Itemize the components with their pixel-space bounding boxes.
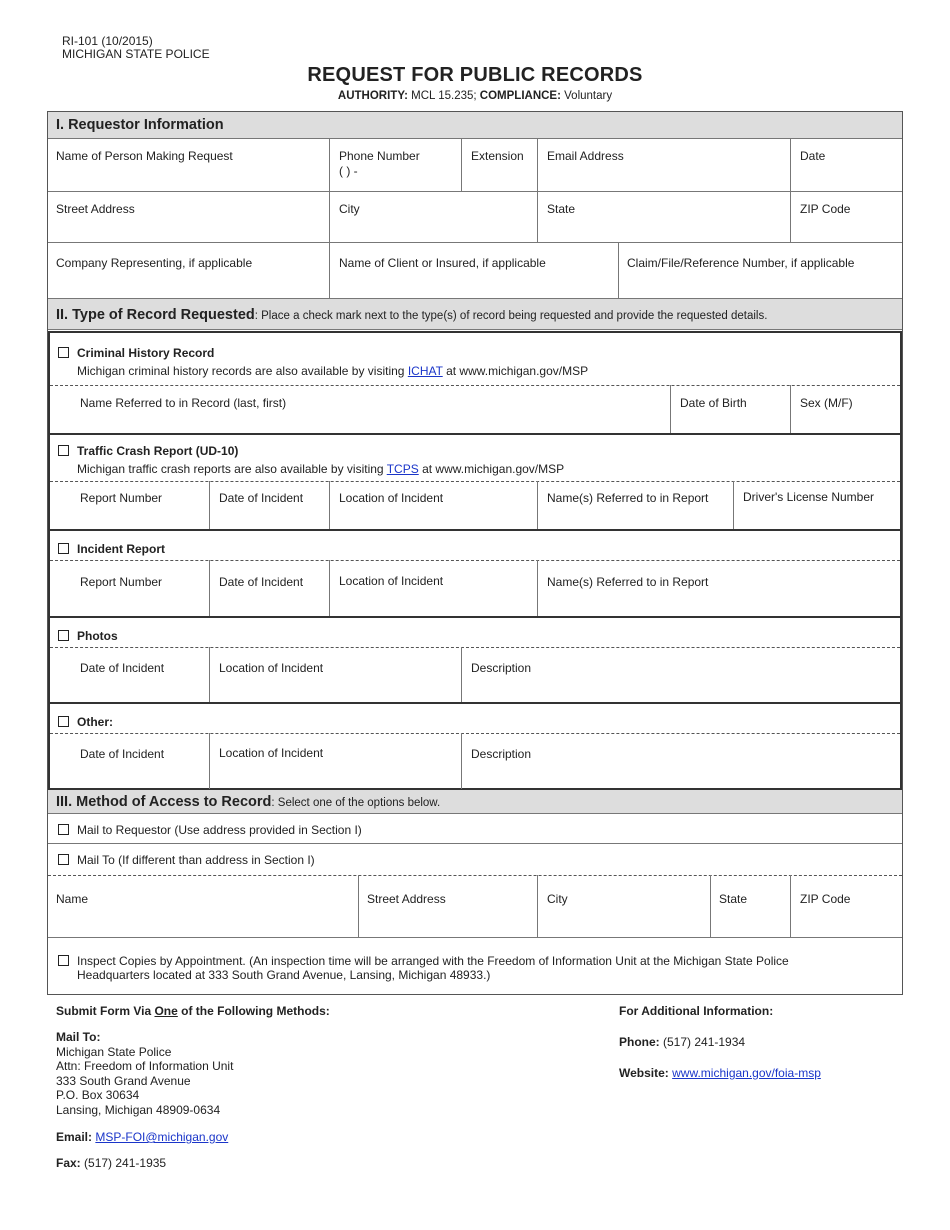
form-header-small [62, 35, 210, 61]
additional-info-heading: For Additional Information: [619, 1004, 774, 1018]
fax-line: Fax: (517) 241-1935 [56, 1156, 167, 1170]
criminal-history-checkbox[interactable] [58, 347, 69, 358]
other-date-field[interactable]: Date of Incident [80, 747, 165, 761]
compliance-value: Voluntary [564, 90, 613, 102]
website-line: Website: www.michigan.gov/foia-msp [619, 1066, 821, 1080]
section1-header [48, 112, 902, 139]
client-field[interactable]: Name of Client or Insured, if applicable [339, 256, 546, 270]
incident-report-checkbox[interactable] [58, 543, 69, 554]
incident-report-option[interactable]: Incident Report [58, 542, 165, 556]
traffic-crash-checkbox[interactable] [58, 445, 69, 456]
section1-title: I. Requestor Information [56, 117, 224, 133]
inspect-copies-option[interactable]: Inspect Copies by Appointment. (An inspection time will be arranged with the Freedom of Information Unit at the Michigan State Police Headquarters located at 333 South Grand Avenue, Lansing, Michigan 48933.) [58, 954, 789, 982]
traffic-location-field[interactable]: Location of Incident [339, 491, 444, 505]
traffic-license-field[interactable]: Driver's License Number [743, 490, 874, 504]
page-title: REQUEST FOR PUBLIC RECORDS [307, 64, 643, 86]
email-link[interactable]: MSP-FOI@michigan.gov [95, 1130, 229, 1144]
mail-to-requestor-option[interactable]: Mail to Requestor (Use address provided in Section I) [58, 823, 362, 837]
mail-state-field[interactable]: State [719, 892, 748, 906]
claim-number-field[interactable]: Claim/File/Reference Number, if applicable [627, 256, 855, 270]
section3-header: III. Method of Access to Record: Select one of the options below. [48, 790, 902, 814]
authority-line [0, 90, 950, 102]
mail-city-field[interactable]: City [547, 892, 568, 906]
mail-address-block: Mail To: Michigan State Police Attn: Freedom of Information Unit 333 South Grand Avenue P.O. Box 30634 Lansing, Michigan 48909-0634 [56, 1030, 234, 1117]
mail-to-other-option[interactable]: Mail To (If different than address in Section I) [58, 853, 315, 867]
traffic-crash-desc: Michigan traffic crash reports are also available by visiting TCPS at www.michigan.gov/MSP [77, 462, 565, 476]
traffic-crash-option[interactable]: Traffic Crash Report (UD-10) [58, 444, 238, 458]
mail-to-requestor-checkbox[interactable] [58, 824, 69, 835]
section2-header: II. Type of Record Requested: Place a check mark next to the type(s) of record being requested and provide the requested details. [48, 298, 902, 330]
photos-date-field[interactable]: Date of Incident [80, 661, 165, 675]
tcps-link[interactable]: TCPS [386, 462, 419, 476]
criminal-name-referred-field[interactable]: Name Referred to in Record (last, first) [80, 396, 287, 410]
mail-name-field[interactable]: Name [56, 892, 89, 906]
criminal-history-desc: Michigan criminal history records are also available by visiting ICHAT at www.michigan.gov/MSP [77, 364, 589, 378]
agency-name: MICHIGAN STATE POLICE [62, 47, 210, 61]
traffic-names-field[interactable]: Name(s) Referred to in Report [547, 491, 709, 505]
incident-location-field[interactable]: Location of Incident [339, 574, 444, 588]
requestor-name-field[interactable]: Name of Person Making Request [56, 149, 233, 163]
photos-description-field[interactable]: Description [471, 661, 532, 675]
other-option[interactable]: Other: [58, 715, 113, 729]
email-line: Email: MSP-FOI@michigan.gov [56, 1130, 229, 1144]
city-field[interactable]: City [339, 202, 360, 216]
state-field[interactable]: State [547, 202, 576, 216]
section3-note: Select one of the options below. [277, 797, 441, 809]
company-field[interactable]: Company Representing, if applicable [56, 256, 253, 270]
criminal-history-option[interactable]: Criminal History Record [58, 346, 214, 360]
criminal-dob-field[interactable]: Date of Birth [680, 396, 747, 410]
other-location-field[interactable]: Location of Incident [219, 746, 324, 760]
mail-to-other-checkbox[interactable] [58, 854, 69, 865]
form-id: RI-101 (10/2015) [62, 34, 153, 48]
mail-street-field[interactable]: Street Address [367, 892, 446, 906]
website-link[interactable]: www.michigan.gov/foia-msp [672, 1066, 821, 1080]
phone-format: ( ) - [339, 164, 358, 178]
date-field[interactable]: Date [800, 149, 826, 163]
email-field[interactable]: Email Address [547, 149, 624, 163]
incident-names-field[interactable]: Name(s) Referred to in Report [547, 575, 709, 589]
traffic-report-number-field[interactable]: Report Number [80, 491, 163, 505]
ichat-link[interactable]: ICHAT [407, 364, 443, 378]
section2-title: II. Type of Record Requested [56, 307, 255, 323]
authority-value: MCL 15.235; [411, 90, 477, 102]
traffic-date-field[interactable]: Date of Incident [219, 491, 304, 505]
compliance-label: COMPLIANCE: [479, 90, 561, 102]
submit-methods-heading: Submit Form Via One of the Following Methods: [56, 1004, 330, 1018]
photos-location-field[interactable]: Location of Incident [219, 661, 324, 675]
other-description-field[interactable]: Description [471, 747, 532, 761]
phone-field[interactable]: Phone Number [339, 149, 420, 163]
section2-note: Place a check mark next to the type(s) of record being requested and provide the requested details. [261, 310, 768, 322]
zip-field[interactable]: ZIP Code [800, 202, 851, 216]
criminal-sex-field[interactable]: Sex (M/F) [800, 396, 853, 410]
mail-to-label: Mail To: [56, 1030, 101, 1044]
extension-field[interactable]: Extension [471, 149, 524, 163]
photos-checkbox[interactable] [58, 630, 69, 641]
request-form [47, 111, 903, 995]
phone-line: Phone: (517) 241-1934 [619, 1035, 746, 1049]
photos-option[interactable]: Photos [58, 629, 118, 643]
other-checkbox[interactable] [58, 716, 69, 727]
incident-report-number-field[interactable]: Report Number [80, 575, 163, 589]
street-address-field[interactable]: Street Address [56, 202, 135, 216]
authority-label: AUTHORITY: [337, 90, 408, 102]
mail-zip-field[interactable]: ZIP Code [800, 892, 851, 906]
section3-title: III. Method of Access to Record [56, 794, 272, 810]
inspect-copies-checkbox[interactable] [58, 955, 69, 966]
incident-date-field[interactable]: Date of Incident [219, 575, 304, 589]
